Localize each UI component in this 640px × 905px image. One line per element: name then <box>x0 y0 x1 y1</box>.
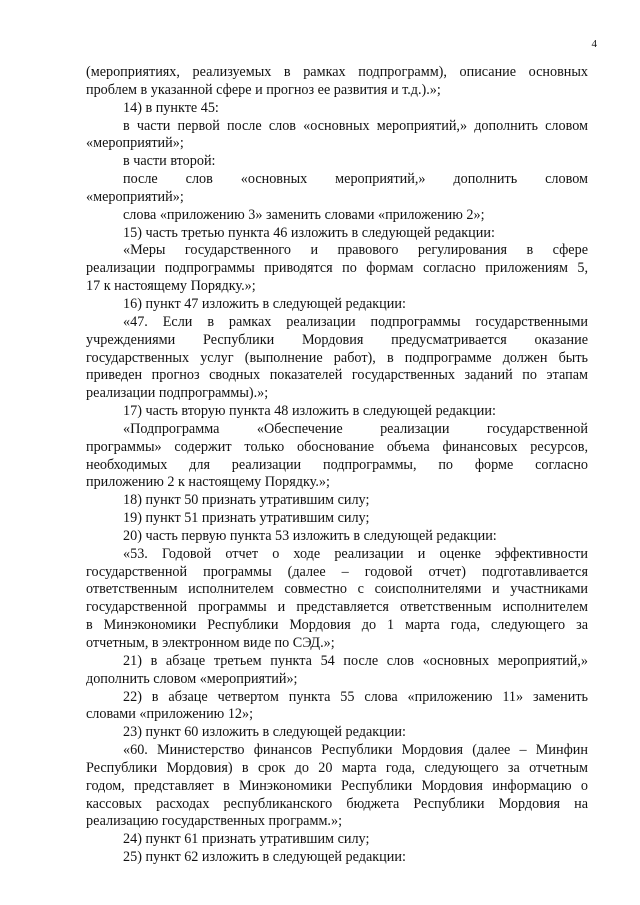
text-line: 18) пункт 50 признать утратившим силу; <box>123 492 370 509</box>
text-line: «мероприятий»; <box>86 135 184 152</box>
text-line: государственной программы и представляется ответственным исполнителем <box>86 599 588 616</box>
text-line: 19) пункт 51 признать утратившим силу; <box>123 510 370 527</box>
text-line: в Минэкономики Республики Мордовия до 1 марта года, следующего за <box>86 617 588 634</box>
text-line: словами «приложению 12»; <box>86 706 254 723</box>
text-line: дополнить словом «мероприятий»; <box>86 670 298 687</box>
text-line: годом, представляет в Минэкономики Республики Мордовия информацию о <box>86 777 588 794</box>
text-line: 23) пункт 60 изложить в следующей редакции: <box>123 724 406 741</box>
text-line: программы» содержит только обоснование объема финансовых ресурсов, <box>86 438 588 455</box>
text-line: реализации подпрограммы).»; <box>86 385 269 402</box>
text-line: Республики Мордовия) в срок до 20 марта года, следующего за отчетным <box>86 759 588 776</box>
text-line: необходимых для реализации подпрограммы, по форме согласно <box>86 456 588 473</box>
text-line: кассовых расходах республиканского бюджета Республики Мордовия на <box>86 795 588 812</box>
text-line: проблем в указанной сфере и прогноз ее развития и т.д.).»; <box>86 81 441 98</box>
text-line: 15) часть третью пункта 46 изложить в следующей редакции: <box>123 224 495 241</box>
text-line: 16) пункт 47 изложить в следующей редакции: <box>123 295 406 312</box>
text-line: реализации подпрограммы приводятся по формам согласно приложениям 5, <box>86 260 588 277</box>
text-line: «Подпрограмма «Обеспечение реализации государственной <box>123 420 588 437</box>
text-line: «60. Министерство финансов Республики Мордовия (далее – Минфин <box>123 742 588 759</box>
text-line: «47. Если в рамках реализации подпрограммы государственными <box>123 313 588 330</box>
text-line: государственных услуг (выполнение работ), в подпрограмме должен быть <box>86 349 588 366</box>
text-line: приложению 2 к настоящему Порядку.»; <box>86 474 330 491</box>
text-line: 24) пункт 61 признать утратившим силу; <box>123 831 370 848</box>
text-line: 20) часть первую пункта 53 изложить в следующей редакции: <box>123 527 497 544</box>
text-line: «мероприятий»; <box>86 188 184 205</box>
text-line: 25) пункт 62 изложить в следующей редакции: <box>123 849 406 866</box>
text-line: реализацию государственных программ.»; <box>86 813 343 830</box>
text-line: 17) часть вторую пункта 48 изложить в следующей редакции: <box>123 403 496 420</box>
text-line: в части второй: <box>123 153 216 170</box>
text-line: «53. Годовой отчет о ходе реализации и оценке эффективности <box>123 545 588 562</box>
page-number: 4 <box>591 38 597 50</box>
text-line: государственной программы (далее – годовой отчет) подготавливается <box>86 563 588 580</box>
text-line: 17 к настоящему Порядку.»; <box>86 278 256 295</box>
text-line: слова «приложению 3» заменить словами «приложению 2»; <box>123 206 485 223</box>
text-line: приведен прогноз сводных показателей государственных заданий по этапам <box>86 367 588 384</box>
text-line: 21) в абзаце третьем пункта 54 после слов «основных мероприятий,» <box>123 652 588 669</box>
document-body <box>86 64 588 867</box>
text-line: отчетным, в электронном виде по СЭД.»; <box>86 635 335 651</box>
text-line: «Меры государственного и правового регулирования в сфере <box>123 242 588 259</box>
text-line: 14) в пункте 45: <box>123 99 219 116</box>
text-line: в части первой после слов «основных мероприятий,» дополнить словом <box>123 117 588 134</box>
text-line: 22) в абзаце четвертом пункта 55 слова «приложению 11» заменить <box>123 688 588 705</box>
text-line: ответственным исполнителем совместно с соисполнителями и участниками <box>86 581 588 598</box>
text-line: после слов «основных мероприятий,» дополнить словом <box>123 171 588 188</box>
text-line: учреждениями Республики Мордовия предусматривается оказание <box>86 331 588 348</box>
text-line: (мероприятиях, реализуемых в рамках подпрограмм), описание основных <box>86 64 588 80</box>
